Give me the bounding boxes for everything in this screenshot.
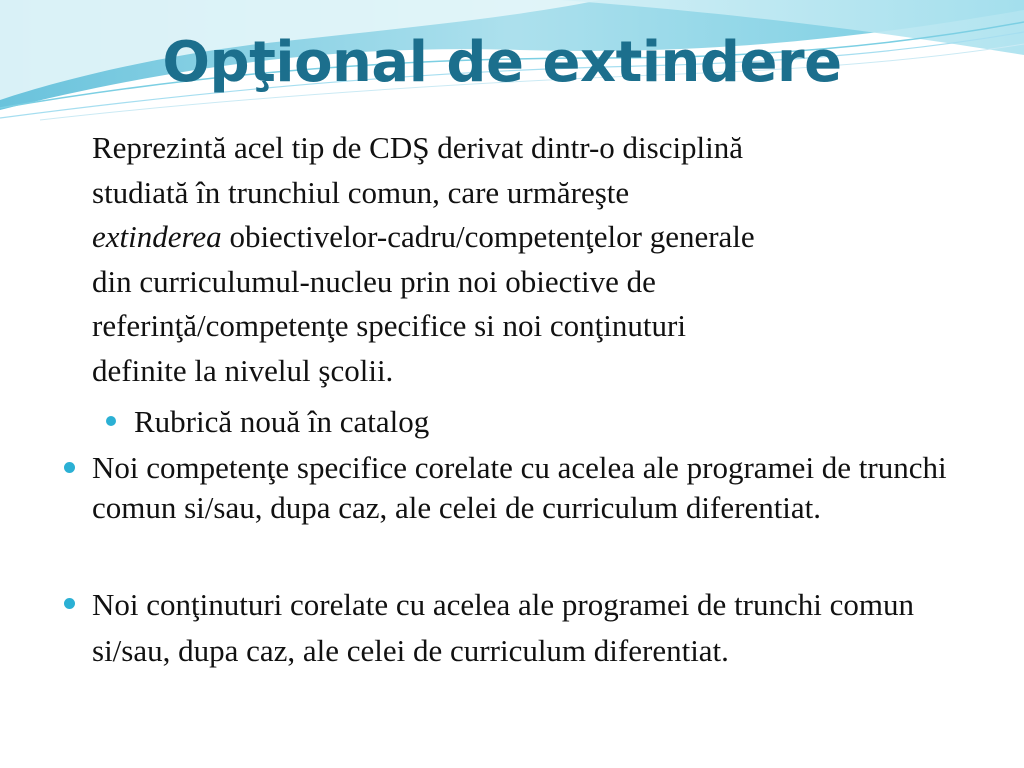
- bullet-dot-icon: [106, 416, 116, 426]
- sub-bullet-item: [106, 400, 966, 444]
- paragraph-line-5: referinţă/competenţe specifice si noi conţinuturi: [92, 308, 686, 343]
- definition-paragraph: [92, 126, 972, 393]
- sub-bullet-text: Rubrică nouă în catalog: [134, 404, 430, 439]
- bullet-item-1: [64, 448, 964, 528]
- bullet-text-1: Noi competenţe specifice corelate cu acelea ale programei de trunchi comun si/sau, dupa caz, ale celei de curriculum diferentiat.: [92, 450, 947, 525]
- slide-title: Opţional de extindere: [162, 30, 842, 95]
- paragraph-line-2: studiată în trunchiul comun, care urmăreşte: [92, 174, 630, 210]
- bullet-text-2: Noi conţinuturi corelate cu acelea ale programei de trunchi comun si/sau, dupa caz, ale celei de curriculum diferentiat.: [92, 587, 914, 668]
- paragraph-line-1: Reprezintă acel tip de CDŞ derivat dintr-o disciplină: [92, 130, 744, 165]
- paragraph-line-3: obiectivelor-cadru/competenţelor generale: [221, 219, 755, 254]
- bullet-item-2: [64, 582, 964, 674]
- paragraph-emphasis: extinderea: [92, 219, 222, 254]
- paragraph-line-4: din curriculumul-nucleu prin noi obiective de: [92, 263, 656, 299]
- paragraph-line-6: definite la nivelul şcolii.: [92, 352, 394, 388]
- bullet-dot-icon: [64, 462, 75, 473]
- bullet-dot-icon: [64, 598, 75, 609]
